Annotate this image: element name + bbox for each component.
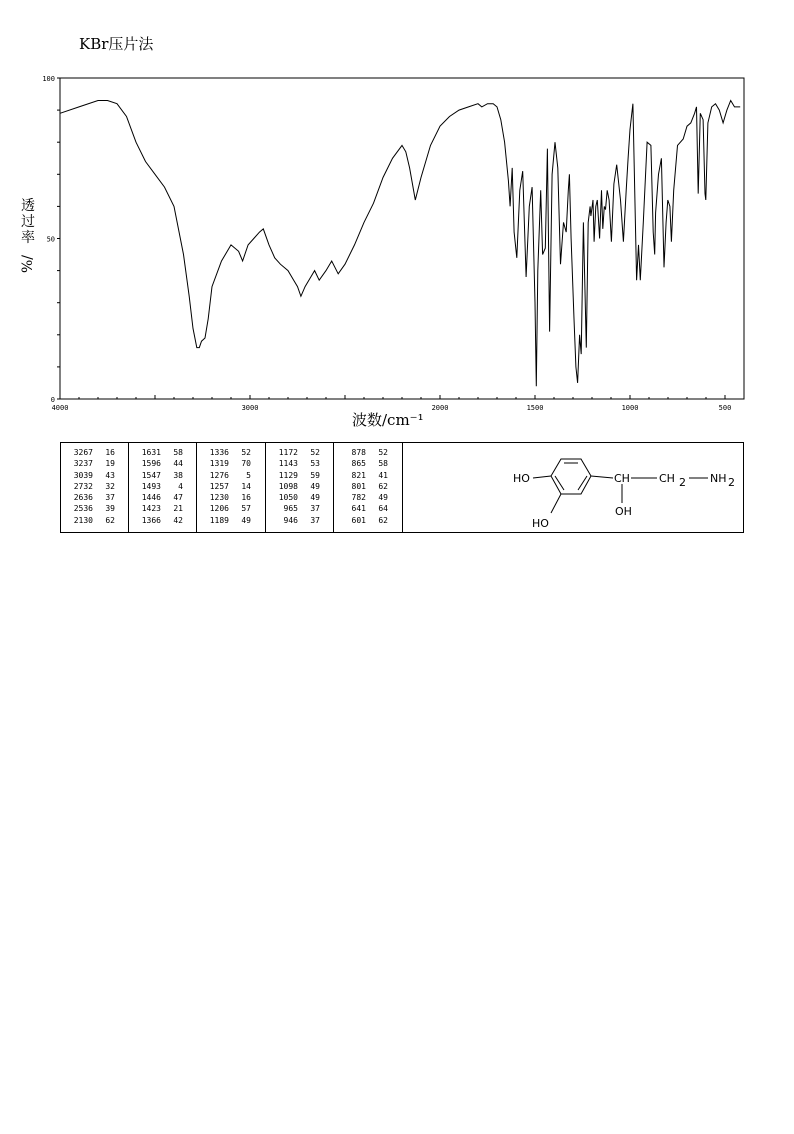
y-axis-label-char-1: 透 <box>21 198 35 214</box>
peak-wavenumber: 1143 <box>278 459 298 469</box>
method-label: KBr压片法 <box>79 35 154 53</box>
x-axis-label: 波数/cm⁻¹ <box>352 411 424 429</box>
peak-transmittance: 49 <box>310 481 320 491</box>
peak-transmittance: 32 <box>105 481 115 491</box>
peak-row <box>129 447 196 458</box>
peak-wavenumber: 2130 <box>73 515 93 525</box>
peak-transmittance: 53 <box>310 459 320 469</box>
x-tick-label: 2000 <box>431 404 449 412</box>
peak-wavenumber: 1319 <box>209 459 229 469</box>
peak-transmittance: 62 <box>105 515 115 525</box>
peak-wavenumber: 1230 <box>209 493 229 503</box>
peak-wavenumber: 1547 <box>141 470 161 480</box>
peak-transmittance: 14 <box>241 481 251 491</box>
peak-wavenumber: 1446 <box>141 493 161 503</box>
x-tick-label: 3000 <box>241 404 259 412</box>
peak-row <box>266 503 333 514</box>
peak-table-column <box>129 443 197 532</box>
peak-row <box>266 447 333 458</box>
peak-transmittance: 44 <box>173 459 183 469</box>
peak-wavenumber: 2636 <box>73 493 93 503</box>
peak-wavenumber: 1257 <box>209 481 229 491</box>
peak-transmittance: 57 <box>241 504 251 514</box>
peak-wavenumber: 1098 <box>278 481 298 491</box>
peak-row <box>334 492 402 503</box>
peak-row <box>334 458 402 469</box>
peak-transmittance: 37 <box>310 504 320 514</box>
peak-row <box>197 447 265 458</box>
peak-row <box>197 503 265 514</box>
y-axis-label <box>19 198 37 272</box>
x-tick-label: 4000 <box>51 404 69 412</box>
peak-row <box>197 470 265 481</box>
peak-wavenumber: 1189 <box>209 515 229 525</box>
peak-row <box>61 503 128 514</box>
peak-transmittance: 49 <box>378 493 388 503</box>
peak-row <box>334 503 402 514</box>
peak-wavenumber: 641 <box>351 504 366 514</box>
y-tick-label: 100 <box>42 75 55 83</box>
peak-row <box>129 458 196 469</box>
peak-wavenumber: 1423 <box>141 504 161 514</box>
peak-wavenumber: 2732 <box>73 481 93 491</box>
peak-transmittance: 5 <box>246 470 251 480</box>
peak-row <box>334 447 402 458</box>
ch2-label: CH <box>659 472 675 485</box>
peak-transmittance: 39 <box>105 504 115 514</box>
peak-row <box>197 515 265 526</box>
peak-table-box <box>60 442 744 533</box>
structure-diagram <box>403 443 743 532</box>
peak-row <box>129 503 196 514</box>
peak-table-column <box>61 443 129 532</box>
peak-transmittance: 52 <box>378 448 388 457</box>
peak-transmittance: 42 <box>173 515 183 525</box>
peak-table-column <box>334 443 403 532</box>
peak-wavenumber: 1129 <box>278 470 298 480</box>
y-tick-label: 50 <box>46 235 55 244</box>
peak-transmittance: 70 <box>241 459 251 469</box>
peak-transmittance: 49 <box>241 515 251 525</box>
peak-row <box>334 470 402 481</box>
peak-wavenumber: 865 <box>351 459 366 469</box>
ch2-subscript: 2 <box>679 476 686 489</box>
peak-wavenumber: 1206 <box>209 504 229 514</box>
peak-row <box>129 470 196 481</box>
peak-wavenumber: 782 <box>351 493 366 503</box>
peak-wavenumber: 1172 <box>278 448 298 457</box>
peak-transmittance: 58 <box>173 448 183 457</box>
peak-wavenumber: 801 <box>351 481 366 491</box>
peak-row <box>197 458 265 469</box>
peak-row <box>266 470 333 481</box>
peak-row <box>197 492 265 503</box>
peak-wavenumber: 946 <box>283 515 298 525</box>
peak-transmittance: 62 <box>378 481 388 491</box>
peak-row <box>334 481 402 492</box>
x-tick-label: 1500 <box>526 404 544 412</box>
y-axis-label-char-2: 过 <box>21 214 35 230</box>
peak-row <box>129 515 196 526</box>
peak-transmittance: 19 <box>105 459 115 469</box>
peak-transmittance: 58 <box>378 459 388 469</box>
peak-wavenumber: 601 <box>351 515 366 525</box>
peak-wavenumber: 821 <box>351 470 366 480</box>
peak-wavenumber: 3237 <box>73 459 93 469</box>
peak-wavenumber: 1596 <box>141 459 161 469</box>
peak-transmittance: 47 <box>173 493 183 503</box>
peak-transmittance: 41 <box>378 470 388 480</box>
oh-label: OH <box>615 505 632 518</box>
ho-upper-label: HO <box>513 472 530 485</box>
y-axis-label-unit: %/ <box>20 254 36 273</box>
y-axis-ticks <box>42 75 60 404</box>
peak-transmittance: 49 <box>310 493 320 503</box>
peak-transmittance: 4 <box>178 481 183 491</box>
peak-transmittance: 64 <box>378 504 388 514</box>
y-tick-label: 0 <box>50 396 55 404</box>
peak-row <box>266 515 333 526</box>
peak-wavenumber: 1276 <box>209 470 229 480</box>
peak-row <box>61 470 128 481</box>
x-tick-label: 500 <box>718 404 732 412</box>
y-axis-label-char-3: 率 <box>21 230 35 246</box>
ch-label: CH <box>614 472 630 485</box>
peak-wavenumber: 3039 <box>73 470 93 480</box>
peak-transmittance: 16 <box>241 493 251 503</box>
peak-row <box>61 515 128 526</box>
peak-row <box>266 481 333 492</box>
peak-transmittance: 37 <box>310 515 320 525</box>
peak-wavenumber: 878 <box>351 448 366 457</box>
ir-spectrum-chart <box>0 0 794 440</box>
benzene-ring <box>551 459 591 494</box>
peak-wavenumber: 2536 <box>73 504 93 514</box>
peak-transmittance: 59 <box>310 470 320 480</box>
peak-transmittance: 16 <box>105 448 115 457</box>
peak-transmittance: 38 <box>173 470 183 480</box>
peak-transmittance: 43 <box>105 470 115 480</box>
plot-frame <box>60 78 744 399</box>
peak-wavenumber: 965 <box>283 504 298 514</box>
peak-row <box>266 458 333 469</box>
peak-transmittance: 52 <box>310 448 320 457</box>
nh2-subscript: 2 <box>728 476 735 489</box>
peak-row <box>61 458 128 469</box>
peak-transmittance: 52 <box>241 448 251 457</box>
peak-transmittance: 37 <box>105 493 115 503</box>
peak-table-column <box>197 443 266 532</box>
peak-transmittance: 62 <box>378 515 388 525</box>
peak-wavenumber: 1050 <box>278 493 298 503</box>
peak-table-column <box>266 443 334 532</box>
peak-row <box>61 492 128 503</box>
peak-wavenumber: 1366 <box>141 515 161 525</box>
x-tick-label: 1000 <box>621 404 639 412</box>
peak-row <box>266 492 333 503</box>
peak-row <box>61 481 128 492</box>
peak-row <box>197 481 265 492</box>
peak-transmittance: 21 <box>173 504 183 514</box>
ho-lower-label: HO <box>532 517 549 530</box>
peak-row <box>129 492 196 503</box>
nh2-label: NH <box>710 472 727 485</box>
peak-wavenumber: 1493 <box>141 481 161 491</box>
peak-row <box>61 447 128 458</box>
spectrum-line <box>60 101 740 387</box>
peak-wavenumber: 3267 <box>73 448 93 457</box>
peak-row <box>129 481 196 492</box>
peak-wavenumber: 1336 <box>209 448 229 457</box>
peak-wavenumber: 1631 <box>141 448 161 457</box>
peak-row <box>334 515 402 526</box>
